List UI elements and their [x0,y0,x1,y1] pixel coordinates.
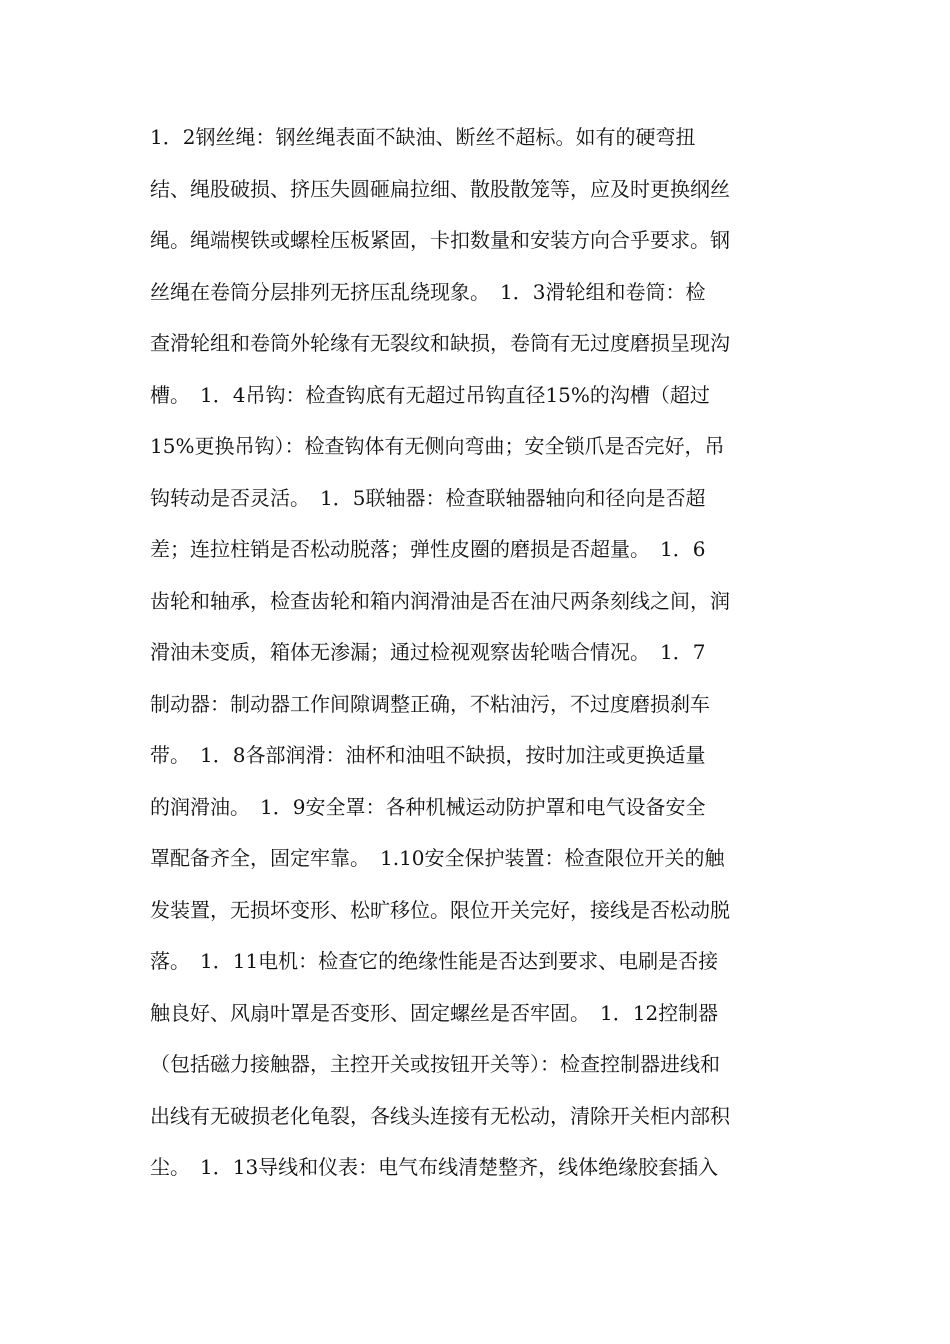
text-line: 带。 1．8各部润滑：油杯和油咀不缺损，按时加注或更换适量 [150,743,706,767]
text-line: 出线有无破损老化龟裂，各线头连接有无松动，清除开关柜内部积 [150,1103,730,1128]
text-line: 落。 1．11电机：检查它的绝缘性能是否达到要求、电刷是否接 [150,949,719,973]
text-line: 差；连拉柱销是否松动脱落；弹性皮圈的磨损是否超量。 1．6 [150,537,706,561]
text-line: 尘。 1．13导线和仪表：电气布线清楚整齐，线体绝缘胶套插入 [150,1155,719,1179]
text-line: 结、绳股破损、挤压失圆砸扁拉细、散股散笼等，应及时更换纲丝 [150,176,730,201]
text-line: 触良好、风扇叶罩是否变形、固定螺丝是否牢固。 1．12控制器 [150,1000,719,1025]
text-line: 罩配备齐全，固定牢靠。 1.10安全保护装置：检查限位开关的触 [150,846,725,870]
text-line: 丝绳在卷筒分层排列无挤压乱绕现象。 1．3滑轮组和卷筒：检 [150,279,706,304]
text-line: 滑油未变质，箱体无渗漏；通过检视观察齿轮啮合情况。 1．7 [150,640,706,664]
text-line: 齿轮和轴承，检查齿轮和箱内润滑油是否在油尺两条刻线之间，润 [150,588,730,613]
text-line: 1．2钢丝绳：钢丝绳表面不缺油、断丝不超标。如有的硬弯扭 [150,125,696,149]
text-line: 绳。绳端楔铁或螺栓压板紧固，卡扣数量和安装方向合乎要求。钢 [150,228,730,252]
text-line: 的润滑油。 1．9安全罩：各种机械运动防护罩和电气设备安全 [150,794,706,819]
text-line: 查滑轮组和卷筒外轮缘有无裂纹和缺损，卷筒有无过度磨损呈现沟 [150,331,730,355]
text-line: 15%更换吊钩）：检查钩体有无侧向弯曲；安全锁爪是否完好，吊 [150,434,725,458]
text-line: 发装置，无损坏变形、松旷移位。限位开关完好，接线是否松动脱 [150,897,730,922]
text-line: 槽。 1．4吊钩：检查钩底有无超过吊钩直径15%的沟槽（超过 [150,382,710,407]
text-line: 钩转动是否灵活。 1．5联轴器：检查联轴器轴向和径向是否超 [150,485,706,510]
text-line: （包括磁力接触器，主控开关或按钮开关等）：检查控制器进线和 [150,1052,720,1076]
body-text [150,112,810,1194]
text-line: 制动器：制动器工作间隙调整正确，不粘油污，不过度磨损刹车 [150,691,710,716]
